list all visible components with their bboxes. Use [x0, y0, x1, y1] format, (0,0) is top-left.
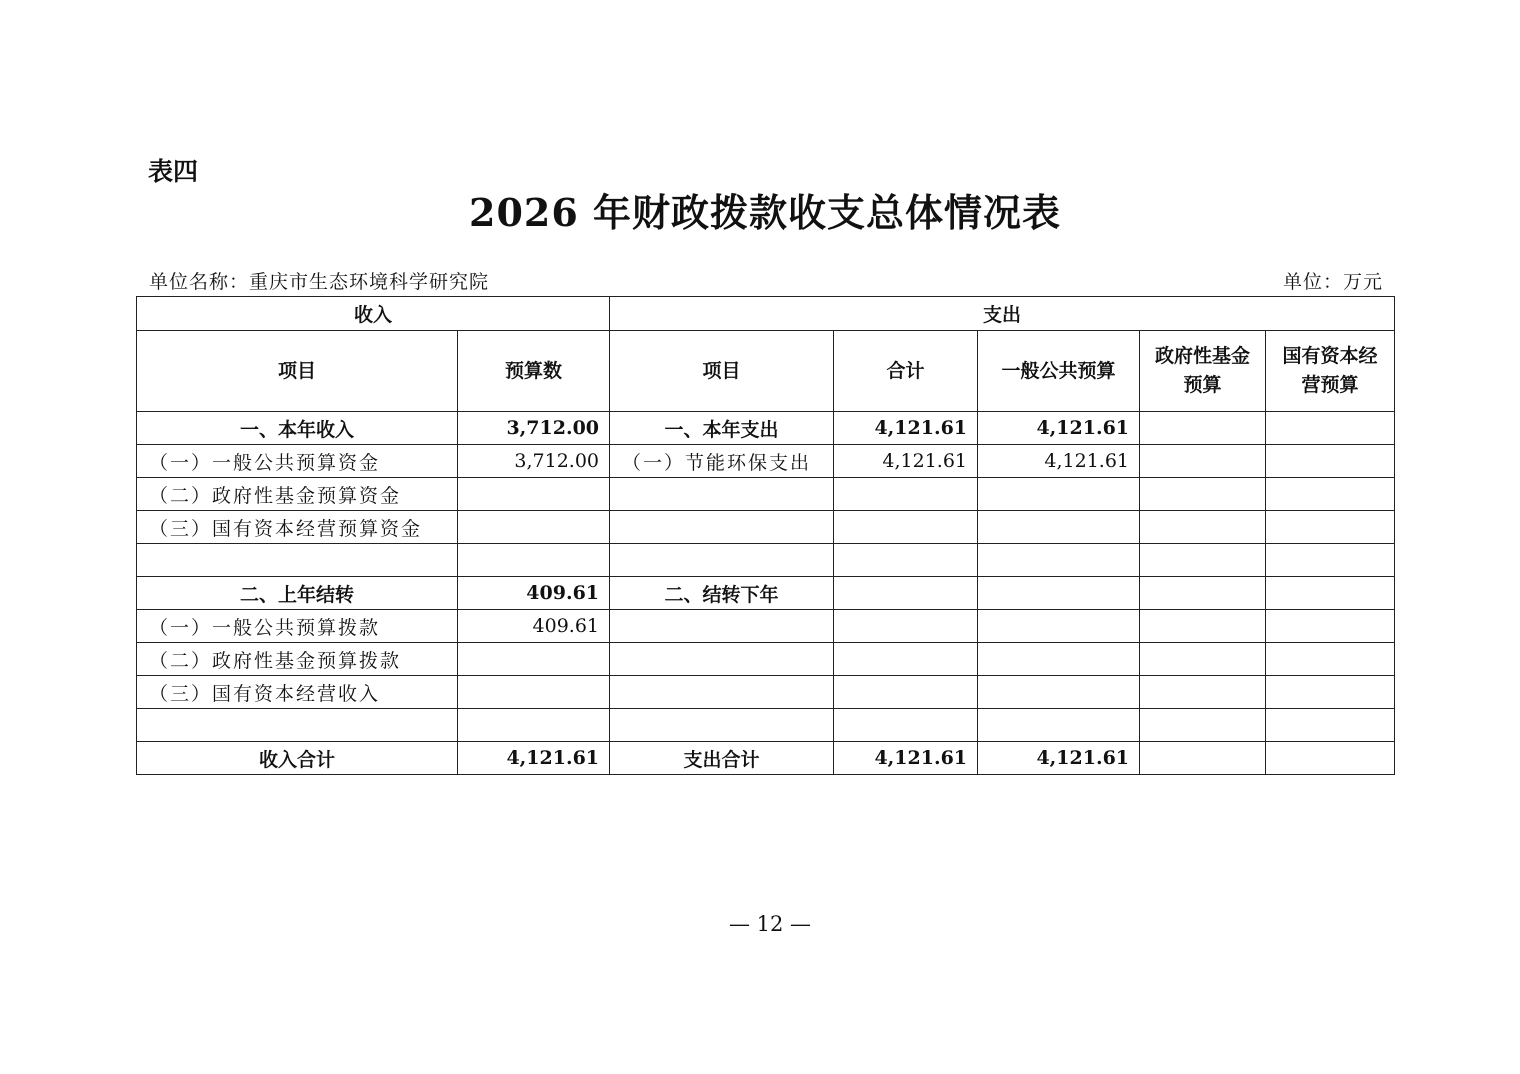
expense-total	[834, 676, 978, 709]
income-item: （一）一般公共预算资金	[137, 445, 458, 478]
expense-gov-fund	[1140, 643, 1266, 676]
expense-gov-fund	[1140, 544, 1266, 577]
expense-total	[834, 511, 978, 544]
expense-general: 4,121.61	[978, 445, 1140, 478]
table-row	[137, 610, 1395, 643]
expense-state-capital	[1266, 445, 1395, 478]
expense-state-capital	[1266, 709, 1395, 742]
unit-label: 单位：万元	[1282, 271, 1383, 293]
expense-item: 一、本年支出	[610, 412, 834, 445]
col-header-total: 合计	[834, 331, 978, 412]
col-header-expense-item: 项目	[610, 331, 834, 412]
budget-table	[136, 296, 1395, 775]
table-row	[137, 544, 1395, 577]
table-row	[137, 577, 1395, 610]
income-item: （一）一般公共预算拨款	[137, 610, 458, 643]
expense-total	[834, 544, 978, 577]
income-item: （二）政府性基金预算拨款	[137, 643, 458, 676]
expense-item	[610, 544, 834, 577]
income-amount	[458, 709, 610, 742]
expense-state-capital	[1266, 544, 1395, 577]
column-header-row	[137, 331, 1395, 412]
expense-state-capital	[1266, 577, 1395, 610]
expense-general-total: 4,121.61	[978, 742, 1140, 775]
expense-general	[978, 478, 1140, 511]
expense-general: 4,121.61	[978, 412, 1140, 445]
income-amount	[458, 676, 610, 709]
expense-total	[834, 709, 978, 742]
col-header-income-item: 项目	[137, 331, 458, 412]
expense-total	[834, 610, 978, 643]
table-number: 表四	[148, 157, 199, 186]
expense-item	[610, 643, 834, 676]
table-row	[137, 478, 1395, 511]
income-item: （三）国有资本经营收入	[137, 676, 458, 709]
table-row	[137, 643, 1395, 676]
income-amount: 3,712.00	[458, 445, 610, 478]
expense-item	[610, 478, 834, 511]
income-total-label: 收入合计	[137, 742, 458, 775]
income-item: 一、本年收入	[137, 412, 458, 445]
expense-gov-fund-total	[1140, 742, 1266, 775]
table-row	[137, 709, 1395, 742]
table-row	[137, 676, 1395, 709]
total-row	[137, 742, 1395, 775]
expense-item: 二、结转下年	[610, 577, 834, 610]
income-amount: 409.61	[458, 610, 610, 643]
income-item: 二、上年结转	[137, 577, 458, 610]
expense-item	[610, 676, 834, 709]
page-number: — 12 —	[728, 912, 812, 936]
income-amount	[458, 643, 610, 676]
income-amount	[458, 478, 610, 511]
expense-total	[834, 478, 978, 511]
expense-item	[610, 511, 834, 544]
expense-total: 4,121.61	[834, 445, 978, 478]
expense-general	[978, 577, 1140, 610]
income-group-header: 收入	[137, 297, 610, 331]
income-item: （三）国有资本经营预算资金	[137, 511, 458, 544]
expense-item: （一）节能环保支出	[610, 445, 834, 478]
expense-general	[978, 610, 1140, 643]
table-row	[137, 511, 1395, 544]
expense-state-capital	[1266, 478, 1395, 511]
income-item: （二）政府性基金预算资金	[137, 478, 458, 511]
expense-gov-fund	[1140, 676, 1266, 709]
expense-gov-fund	[1140, 577, 1266, 610]
expense-total	[834, 577, 978, 610]
expense-gov-fund	[1140, 610, 1266, 643]
income-item	[137, 709, 458, 742]
expense-general	[978, 544, 1140, 577]
expense-general	[978, 676, 1140, 709]
income-amount	[458, 544, 610, 577]
income-amount: 409.61	[458, 577, 610, 610]
expense-gov-fund	[1140, 709, 1266, 742]
table-row	[137, 412, 1395, 445]
unit-name: 单位名称：重庆市生态环境科学研究院	[149, 271, 490, 293]
col-header-state-capital-budget: 国有资本经营预算	[1266, 331, 1395, 412]
expense-state-capital-total	[1266, 742, 1395, 775]
group-header-row	[137, 297, 1395, 331]
expense-state-capital	[1266, 511, 1395, 544]
expense-general	[978, 643, 1140, 676]
income-amount	[458, 511, 610, 544]
expense-gov-fund	[1140, 445, 1266, 478]
expense-state-capital	[1266, 610, 1395, 643]
expense-total	[834, 643, 978, 676]
expense-state-capital	[1266, 676, 1395, 709]
col-header-income-budget: 预算数	[458, 331, 610, 412]
page-title: 2026 年财政拨款收支总体情况表	[469, 190, 1061, 235]
expense-group-header: 支出	[610, 297, 1395, 331]
expense-general	[978, 709, 1140, 742]
expense-total-label: 支出合计	[610, 742, 834, 775]
expense-item	[610, 610, 834, 643]
income-item	[137, 544, 458, 577]
expense-state-capital	[1266, 643, 1395, 676]
col-header-gov-fund-budget: 政府性基金预算	[1140, 331, 1266, 412]
col-header-general-budget: 一般公共预算	[978, 331, 1140, 412]
expense-state-capital	[1266, 412, 1395, 445]
table-row	[137, 445, 1395, 478]
income-total-amount: 4,121.61	[458, 742, 610, 775]
expense-item	[610, 709, 834, 742]
expense-general	[978, 511, 1140, 544]
expense-gov-fund	[1140, 412, 1266, 445]
expense-gov-fund	[1140, 511, 1266, 544]
expense-total: 4,121.61	[834, 412, 978, 445]
income-amount: 3,712.00	[458, 412, 610, 445]
expense-gov-fund	[1140, 478, 1266, 511]
expense-total-amount: 4,121.61	[834, 742, 978, 775]
